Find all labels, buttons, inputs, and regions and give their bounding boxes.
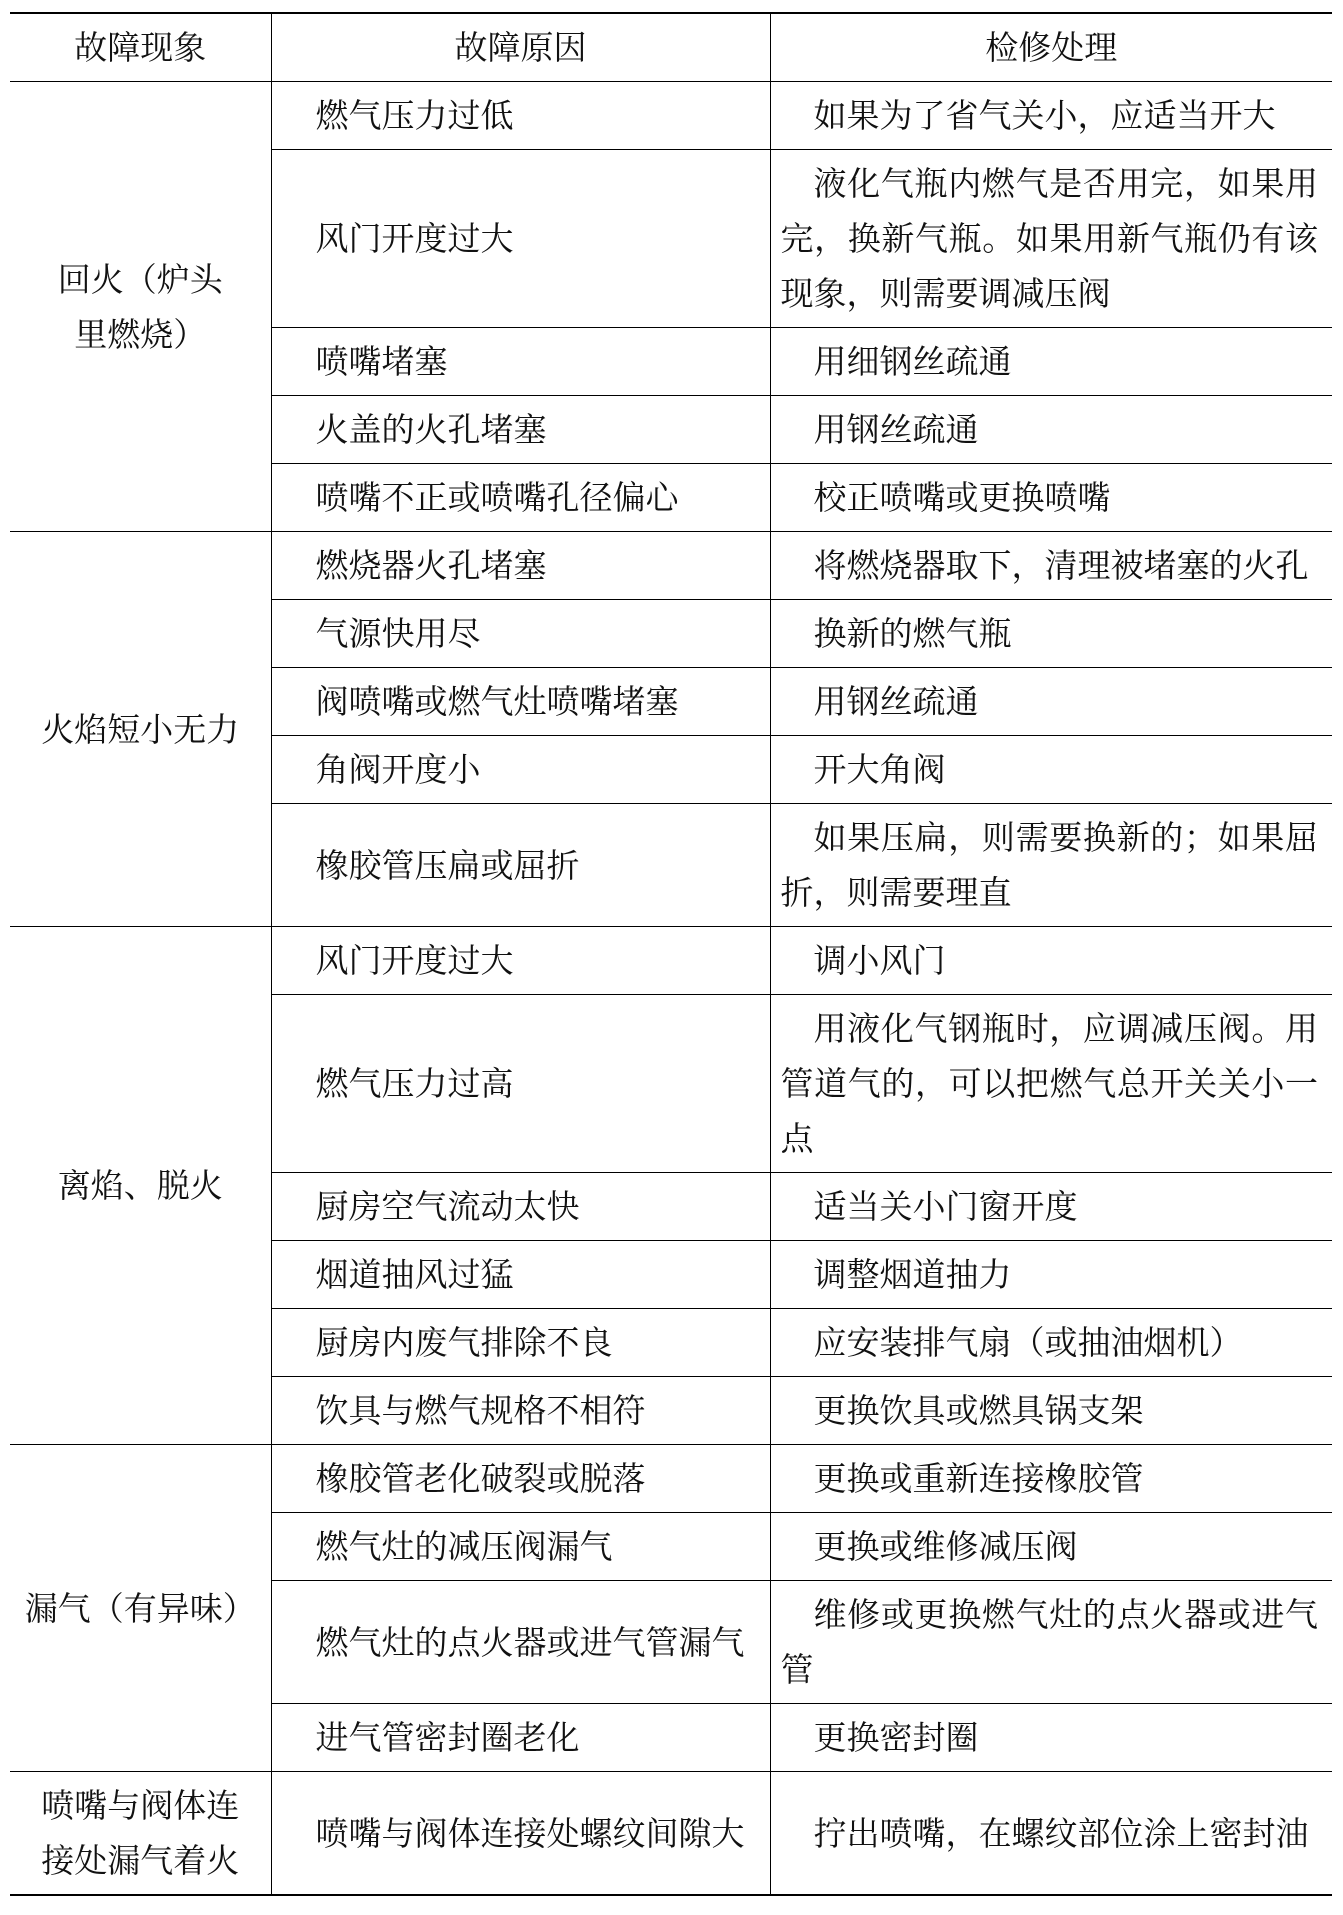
header-cell-remedy: 检修处理 bbox=[770, 13, 1332, 82]
table-row bbox=[10, 1772, 1332, 1896]
remedy-cell: 将燃烧器取下，清理被堵塞的火孔 bbox=[770, 532, 1332, 600]
remedy-cell: 调小风门 bbox=[770, 927, 1332, 995]
cause-cell: 烟道抽风过猛 bbox=[271, 1241, 770, 1309]
remedy-cell: 用钢丝疏通 bbox=[770, 668, 1332, 736]
cause-cell: 厨房内废气排除不良 bbox=[271, 1309, 770, 1377]
remedy-cell: 校正喷嘴或更换喷嘴 bbox=[770, 464, 1332, 532]
remedy-cell: 如果为了省气关小，应适当开大 bbox=[770, 82, 1332, 150]
remedy-cell: 更换密封圈 bbox=[770, 1704, 1332, 1772]
cause-cell: 燃气灶的点火器或进气管漏气 bbox=[271, 1581, 770, 1704]
cause-cell: 喷嘴不正或喷嘴孔径偏心 bbox=[271, 464, 770, 532]
remedy-cell: 如果压扁，则需要换新的；如果屈折，则需要理直 bbox=[770, 804, 1332, 927]
remedy-cell: 开大角阀 bbox=[770, 736, 1332, 804]
table-row bbox=[10, 1445, 1332, 1513]
symptom-cell: 漏气（有异味） bbox=[10, 1445, 271, 1772]
cause-cell: 燃烧器火孔堵塞 bbox=[271, 532, 770, 600]
cause-cell: 阀喷嘴或燃气灶喷嘴堵塞 bbox=[271, 668, 770, 736]
header-cell-symptom: 故障现象 bbox=[10, 13, 271, 82]
symptom-cell: 离焰、脱火 bbox=[10, 927, 271, 1445]
fault-table bbox=[10, 12, 1332, 1896]
remedy-cell: 适当关小门窗开度 bbox=[770, 1173, 1332, 1241]
header-row bbox=[10, 13, 1332, 82]
remedy-cell: 调整烟道抽力 bbox=[770, 1241, 1332, 1309]
header-cell-cause: 故障原因 bbox=[271, 13, 770, 82]
symptom-cell: 回火（炉头 里燃烧） bbox=[10, 82, 271, 532]
table-body bbox=[10, 82, 1332, 1896]
remedy-cell: 更换或重新连接橡胶管 bbox=[770, 1445, 1332, 1513]
table-row bbox=[10, 927, 1332, 995]
symptom-cell: 喷嘴与阀体连 接处漏气着火 bbox=[10, 1772, 271, 1896]
remedy-cell: 维修或更换燃气灶的点火器或进气管 bbox=[770, 1581, 1332, 1704]
remedy-cell: 换新的燃气瓶 bbox=[770, 600, 1332, 668]
remedy-cell: 拧出喷嘴，在螺纹部位涂上密封油 bbox=[770, 1772, 1332, 1896]
symptom-cell: 火焰短小无力 bbox=[10, 532, 271, 927]
cause-cell: 风门开度过大 bbox=[271, 150, 770, 328]
cause-cell: 燃气压力过低 bbox=[271, 82, 770, 150]
remedy-cell: 更换饮具或燃具锅支架 bbox=[770, 1377, 1332, 1445]
cause-cell: 风门开度过大 bbox=[271, 927, 770, 995]
table-row bbox=[10, 532, 1332, 600]
remedy-cell: 更换或维修减压阀 bbox=[770, 1513, 1332, 1581]
remedy-cell: 用细钢丝疏通 bbox=[770, 328, 1332, 396]
cause-cell: 燃气灶的减压阀漏气 bbox=[271, 1513, 770, 1581]
cause-cell: 喷嘴与阀体连接处螺纹间隙大 bbox=[271, 1772, 770, 1896]
cause-cell: 进气管密封圈老化 bbox=[271, 1704, 770, 1772]
cause-cell: 燃气压力过高 bbox=[271, 995, 770, 1173]
cause-cell: 饮具与燃气规格不相符 bbox=[271, 1377, 770, 1445]
table-row bbox=[10, 82, 1332, 150]
remedy-cell: 液化气瓶内燃气是否用完，如果用完，换新气瓶。如果用新气瓶仍有该现象，则需要调减压阀 bbox=[770, 150, 1332, 328]
remedy-cell: 用钢丝疏通 bbox=[770, 396, 1332, 464]
cause-cell: 橡胶管压扁或屈折 bbox=[271, 804, 770, 927]
cause-cell: 火盖的火孔堵塞 bbox=[271, 396, 770, 464]
cause-cell: 气源快用尽 bbox=[271, 600, 770, 668]
cause-cell: 喷嘴堵塞 bbox=[271, 328, 770, 396]
cause-cell: 角阀开度小 bbox=[271, 736, 770, 804]
table-header bbox=[10, 13, 1332, 82]
remedy-cell: 应安装排气扇（或抽油烟机） bbox=[770, 1309, 1332, 1377]
cause-cell: 橡胶管老化破裂或脱落 bbox=[271, 1445, 770, 1513]
cause-cell: 厨房空气流动太快 bbox=[271, 1173, 770, 1241]
remedy-cell: 用液化气钢瓶时，应调减压阀。用管道气的，可以把燃气总开关关小一点 bbox=[770, 995, 1332, 1173]
